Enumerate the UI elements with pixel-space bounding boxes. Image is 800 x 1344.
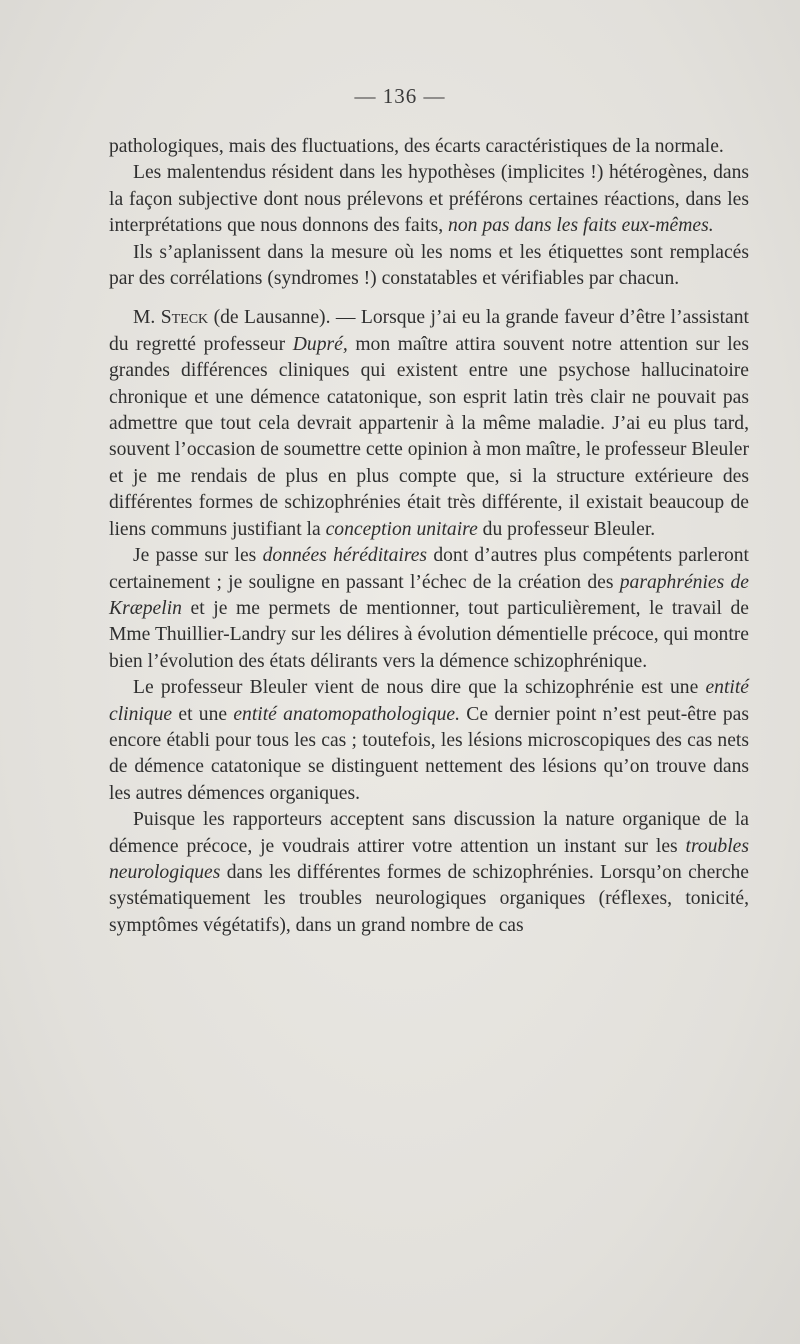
paragraph-5-text-b: dont d’autres plus compétents parleront certainement ; je souligne en passant l’échec de la création des — [109, 545, 749, 593]
paragraph-7-emphasis: troubles neurologiques — [109, 835, 749, 883]
paragraph-2 — [109, 160, 749, 239]
paragraph-7 — [109, 807, 749, 939]
paragraph-4-emphasis-1: Dupré, — [292, 333, 348, 355]
paragraph-6-emphasis-1: entité clinique — [109, 677, 749, 725]
paragraph-4-emphasis-2: conception unitaire — [325, 518, 478, 540]
paragraph-4 — [109, 305, 749, 543]
paragraph-5-emphasis-2: paraphrénies de Kræpelin — [109, 571, 749, 619]
paragraph-2-emphasis: non pas dans les faits eux-mêmes. — [448, 215, 714, 237]
paragraph-6-text-c: Ce dernier point n’est peut-être pas encore établi pour tous les cas ; toutefois, les lésions microscopiques des cas nets de démence catatonique se distinguent nettement des lésions qu’on trouve dans les autres démences organiques. — [109, 703, 749, 804]
paragraph-6 — [109, 675, 749, 807]
paragraph-1: pathologiques, mais des fluctuations, des écarts caractéristiques de la normale. — [109, 136, 724, 157]
paragraph-3: Ils s’aplanissent dans la mesure où les noms et les étiquettes sont remplacés par des corrélations (syndromes !) constatables et vérifiables par chacun. — [109, 241, 749, 290]
paragraph-6-emphasis-2: entité anatomopathologique. — [233, 703, 461, 725]
body-text — [109, 134, 749, 939]
paragraph-4-text-a: (de Lausanne). — Lorsque j’ai eu la grande faveur d’être l’assistant du regretté professeur — [109, 307, 749, 355]
paragraph-2-text: Les malentendus résident dans les hypothèses (implicites !) hétérogènes, dans la façon subjective dont nous prélevons et préférons certaines réactions, dans les interprétations que nous donnons des faits, — [109, 162, 749, 237]
paragraph-4-text-b: mon maître attira souvent notre attention sur les grandes différences cliniques qui existent entre une psychose hallucinatoire chronique et une démence catatonique, son esprit latin très clair ne pouvait pas admettre que tout cela devrait appartenir à la même maladie. J’ai eu plus tard, souvent l’occasion de soumettre cette opinion à mon maître, le professeur Bleuler et je me rendais de plus en plus compte que, si la structure extérieure des différentes formes de schizophrénies était très différente, il existait beaucoup de liens communs justifiant la — [109, 333, 749, 540]
paragraph-7-text-a: Puisque les rapporteurs acceptent sans discussion la nature organique de la démence précoce, je voudrais attirer votre attention un instant sur les — [109, 809, 749, 857]
paragraph-4-text-c: du professeur Bleuler. — [477, 518, 656, 540]
paragraph-5-emphasis-1: données héréditaires — [262, 545, 428, 567]
paragraph-6-text-b: et une — [172, 703, 234, 725]
paragraph-7-text-b: dans les différentes formes de schizophrénies. Lorsqu’on cherche systématiquement les troubles neurologiques organiques (réflexes, tonicité, symptômes végétatifs), dans un grand nombre de cas — [109, 861, 749, 936]
paragraph-5 — [109, 543, 749, 675]
page-number: — 136 — — [354, 84, 446, 108]
speaker-name: M. Steck — [133, 307, 209, 329]
paragraph-5-text-a: Je passe sur les — [133, 545, 263, 567]
paragraph-5-text-c: et je me permets de mentionner, tout particulièrement, le travail de Mme Thuillier-Landry sur les délires à évolution démentielle précoce, qui montre bien l’évolution des états délirants vers la démence schizophrénique. — [109, 597, 749, 672]
paragraph-6-text-a: Le professeur Bleuler vient de nous dire que la schizophrénie est une — [133, 677, 706, 699]
